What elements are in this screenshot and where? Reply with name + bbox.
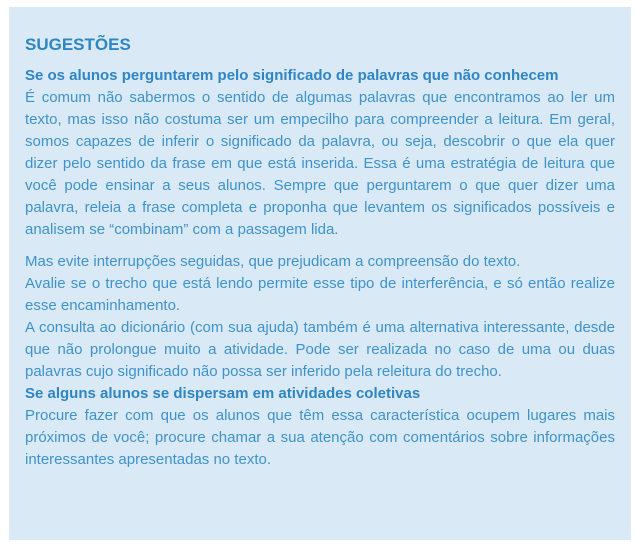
paragraph-inference: É comum não sabermos o sentido de algumas palavras que encontramos ao ler um texto, mas isso não costuma ser um empecilho para compreender a leitura. Em geral, somos capazes de inferir o significado da palavra, ou seja, descobrir o que ela quer dizer pelo sentido da frase em que está inserida. Essa é uma estratégia de leitura que você pode ensinar a seus alunos. Sempre que perguntarem o que quer dizer uma palavra, releia a frase completa e proponha que levantem os significados possíveis e analisem se “combinam” com a passagem lida. xyxy=(25,89,615,238)
paragraph-dictionary: A consulta ao dicionário (com sua ajuda) também é uma alternativa interessante, desde que não prolongue muito a atividade. Pode ser realizada no caso de uma ou duas palavras cujo significado não possa ser inferido pela releitura do trecho. xyxy=(25,319,615,380)
box-title: SUGESTÕES xyxy=(25,35,131,54)
paragraph-evaluate: Avalie se o trecho que está lendo permite esse tipo de interferência, e só então realize esse encaminhamento. xyxy=(25,275,615,314)
paragraph-interruptions: Mas evite interrupções seguidas, que prejudicam a compreensão do texto. xyxy=(25,253,521,270)
section-heading-unknown-words: Se os alunos perguntarem pelo significado de palavras que não conhecem xyxy=(25,67,559,84)
section-heading-dispersed-students: Se alguns alunos se dispersam em atividades coletivas xyxy=(25,385,421,402)
paragraph-seating: Procure fazer com que os alunos que têm essa característica ocupem lugares mais próximos de você; procure chamar a sua atenção com comentários sobre informações interessantes apresentadas no texto. xyxy=(25,407,615,468)
suggestions-box xyxy=(9,7,631,540)
